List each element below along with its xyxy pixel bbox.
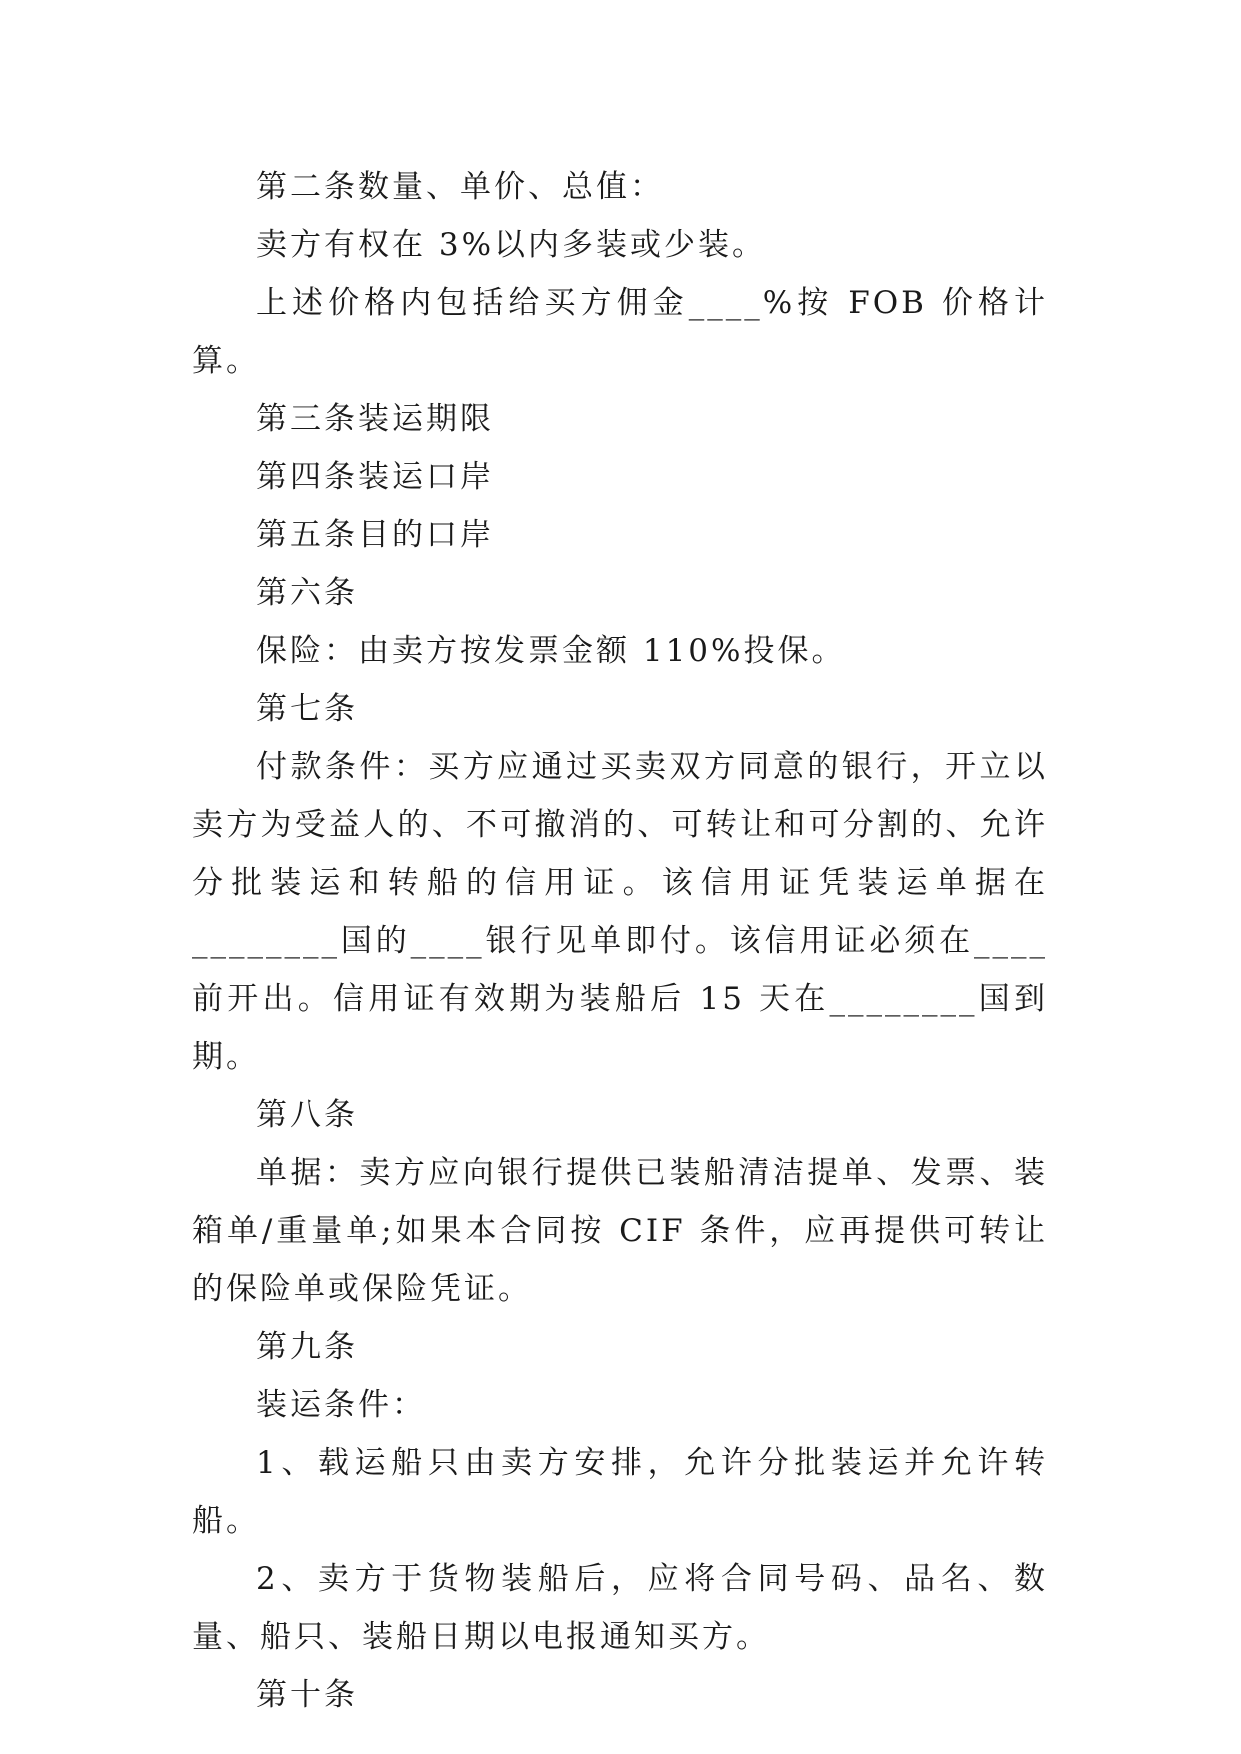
article-6-insurance-text: 保险：由卖方按发票金额 110%投保。: [256, 633, 846, 669]
article-10-heading: 第十条: [256, 1677, 358, 1713]
article-9-shipping-label: 装运条件：: [256, 1387, 426, 1423]
article-3-heading: 第三条装运期限: [256, 401, 494, 437]
article-7-heading: 第七条: [256, 691, 358, 727]
article-5-heading: 第五条目的口岸: [256, 517, 494, 553]
article-2-commission-text: 上述价格内包括给买方佣金____%按 FOB 价格计算。: [192, 285, 1048, 379]
article-4-heading: 第四条装运口岸: [256, 459, 494, 495]
article-8-documents-text: 单据：卖方应向银行提供已装船清洁提单、发票、装箱单/重量单;如果本合同按 CIF 条件，应再提供可转让的保险单或保险凭证。: [192, 1155, 1048, 1307]
document-page: [192, 158, 1048, 1724]
article-7-payment-text: 付款条件：买方应通过买卖双方同意的银行，开立以卖方为受益人的、不可撤消的、可转让和可分割的、允许分批装运和转船的信用证。该信用证凭装运单据在________国的____银行见单即付。该信用证必须在____前开出。信用证有效期为装船后 15 天在________国到期。: [192, 749, 1048, 1075]
article-6-heading: 第六条: [256, 575, 358, 611]
article-9-heading: 第九条: [256, 1329, 358, 1365]
article-9-item-1: 1、载运船只由卖方安排，允许分批装运并允许转船。: [192, 1445, 1048, 1539]
article-9-item-2: 2、卖方于货物装船后，应将合同号码、品名、数量、船只、装船日期以电报通知买方。: [192, 1561, 1048, 1655]
article-2-tolerance-text: 卖方有权在 3%以内多装或少装。: [256, 227, 767, 263]
article-8-heading: 第八条: [256, 1097, 358, 1133]
article-2-heading: 第二条数量、单价、总值：: [256, 169, 664, 205]
